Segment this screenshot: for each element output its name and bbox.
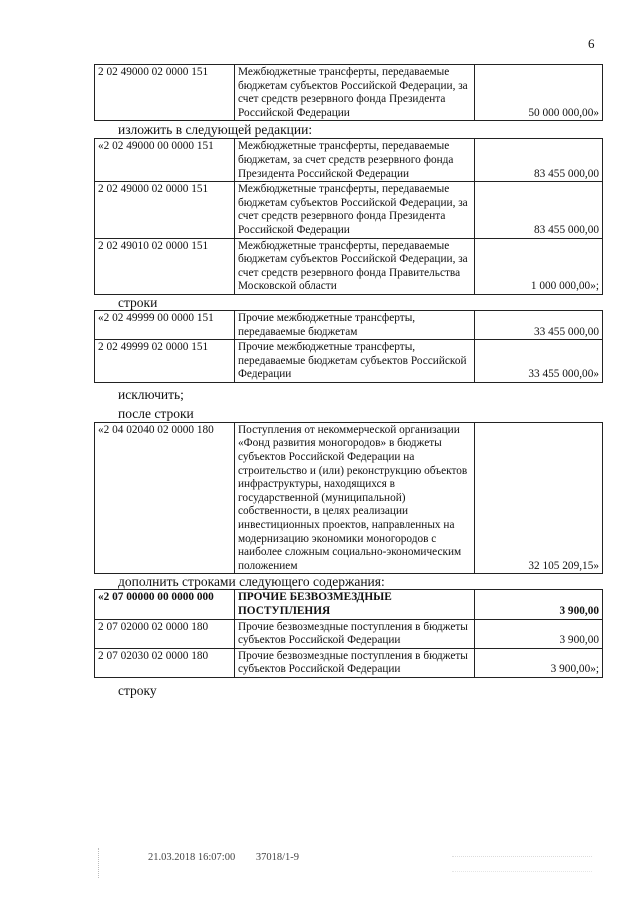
table-rows-to-add	[94, 589, 603, 678]
table-original-row	[94, 64, 603, 121]
budget-amount: 32 105 209,15»	[475, 422, 603, 574]
budget-item-name: Прочие безвозмездные поступления в бюджеты субъектов Российской Федерации	[235, 648, 475, 677]
table-row	[95, 590, 603, 619]
budget-code: «2 07 00000 00 0000 000	[95, 590, 235, 619]
budget-item-name: Межбюджетные трансферты, передаваемые бюджетам субъектов Российской Федерации, за счет средств резервного фонда Президента Российской Федерации	[235, 182, 475, 238]
footer-stamp	[148, 852, 299, 863]
budget-amount: 3 900,00	[475, 590, 603, 619]
table-row	[95, 648, 603, 677]
budget-code: 2 07 02000 02 0000 180	[95, 619, 235, 648]
budget-item-name: Межбюджетные трансферты, передаваемые бюджетам субъектов Российской Федерации, за счет средств резервного фонда Правительства Московской области	[235, 238, 475, 294]
budget-amount: 3 900,00»;	[475, 648, 603, 677]
instruction-text: строку	[118, 682, 157, 698]
budget-amount: 33 455 000,00	[475, 310, 603, 339]
budget-code: «2 02 49000 00 0000 151	[95, 139, 235, 182]
budget-code: 2 02 49000 02 0000 151	[95, 65, 235, 121]
scan-margin-marks	[98, 848, 111, 878]
budget-code: «2 04 02040 02 0000 180	[95, 422, 235, 574]
footer-document-number: 37018/1-9	[255, 852, 300, 863]
instruction-text: после строки	[118, 405, 194, 421]
instruction-text: строки	[118, 294, 158, 310]
budget-amount: 33 455 000,00»	[475, 340, 603, 383]
budget-item-name: Прочие межбюджетные трансферты, передаваемые бюджетам субъектов Российской Федерации	[235, 340, 475, 383]
table-row	[95, 238, 603, 294]
table-new-edition	[94, 138, 603, 295]
budget-code: 2 02 49999 02 0000 151	[95, 340, 235, 383]
budget-item-name: Прочие межбюджетные трансферты, передаваемые бюджетам	[235, 310, 475, 339]
table-row	[95, 182, 603, 238]
instruction-text: изложить в следующей редакции:	[118, 122, 313, 138]
table-row	[95, 340, 603, 383]
table-row	[95, 619, 603, 648]
table-row	[95, 422, 603, 574]
table-row	[95, 310, 603, 339]
budget-amount: 83 455 000,00	[475, 139, 603, 182]
instruction-text: исключить;	[118, 386, 184, 402]
budget-item-name: Прочие безвозмездные поступления в бюджеты субъектов Российской Федерации	[235, 619, 475, 648]
budget-code: «2 02 49999 00 0000 151	[95, 310, 235, 339]
document-body	[94, 64, 602, 699]
budget-amount: 3 900,00	[475, 619, 603, 648]
budget-amount: 83 455 000,00	[475, 182, 603, 238]
budget-item-name: ПРОЧИЕ БЕЗВОЗМЕЗДНЫЕ ПОСТУПЛЕНИЯ	[235, 590, 475, 619]
table-row	[95, 139, 603, 182]
faded-scan-text	[452, 856, 592, 872]
budget-code: 2 02 49010 02 0000 151	[95, 238, 235, 294]
page-number: 6	[588, 36, 595, 51]
table-row	[95, 65, 603, 121]
budget-item-name: Межбюджетные трансферты, передаваемые бюджетам субъектов Российской Федерации, за счет средств резервного фонда Президента Российской Федерации	[235, 65, 475, 121]
budget-code: 2 02 49000 02 0000 151	[95, 182, 235, 238]
budget-item-name: Межбюджетные трансферты, передаваемые бюджетам, за счет средств резервного фонда Президента Российской Федерации	[235, 139, 475, 182]
budget-amount: 1 000 000,00»;	[475, 238, 603, 294]
table-after-row	[94, 422, 603, 575]
footer-timestamp: 21.03.2018 16:07:00	[148, 852, 236, 863]
budget-item-name: Поступления от некоммерческой организации «Фонд развития моногородов» в бюджеты субъектов Российской Федерации на строительство и (или) реконструкцию объектов инфраструктуры, находящихся в государственной (муниципальной) собственности, в целях реализации инвестиционных проектов, направленных на модернизацию экономики моногородов с наиболее сложным социально-экономическим положением	[235, 422, 475, 574]
instruction-text: дополнить строками следующего содержания:	[118, 574, 385, 590]
table-rows-to-remove	[94, 310, 603, 383]
budget-amount: 50 000 000,00»	[475, 65, 603, 121]
budget-code: 2 07 02030 02 0000 180	[95, 648, 235, 677]
